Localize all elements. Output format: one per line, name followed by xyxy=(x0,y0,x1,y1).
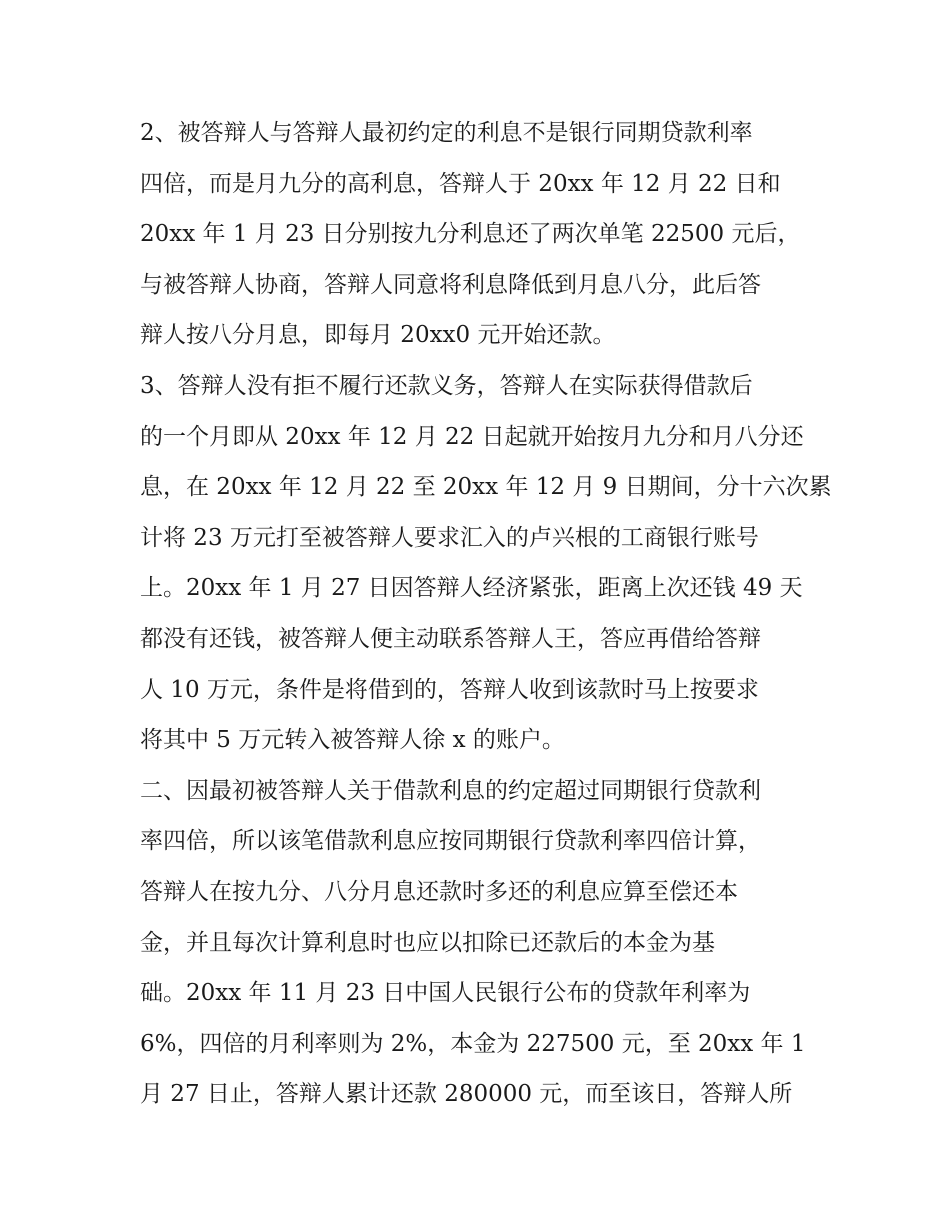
text-line: 的一个月即从 20xx 年 12 月 22 日起就开始按月九分和月八分还 xyxy=(140,423,804,450)
text-line: 础。20xx 年 11 月 23 日中国人民银行公布的贷款年利率为 xyxy=(140,980,751,1007)
text-line: 二、因最初被答辩人关于借款利息的约定超过同期银行贷款利 xyxy=(140,777,761,804)
text-line: 人 10 万元，条件是将借到的，答辩人收到该款时马上按要求 xyxy=(140,676,759,703)
text-line: 都没有还钱，被答辩人便主动联系答辩人王，答应再借给答辩 xyxy=(140,625,761,652)
text-line: 与被答辩人协商，答辩人同意将利息降低到月息八分，此后答 xyxy=(140,271,761,298)
text-line: 四倍，而是月九分的高利息，答辩人于 20xx 年 12 月 22 日和 xyxy=(140,170,781,197)
text-line: 率四倍，所以该笔借款利息应按同期银行贷款利率四倍计算， xyxy=(140,828,761,855)
text-line: 上。20xx 年 1 月 27 日因答辩人经济紧张，距离上次还钱 49 天 xyxy=(140,575,803,602)
text-line: 3、答辩人没有拒不履行还款义务，答辩人在实际获得借款后 xyxy=(140,372,753,399)
text-line: 计将 23 万元打至被答辩人要求汇入的卢兴根的工商银行账号 xyxy=(140,524,759,551)
text-line: 2、被答辩人与答辩人最初约定的利息不是银行同期贷款利率 xyxy=(140,120,753,146)
text-line: 金，并且每次计算利息时也应以扣除已还款后的本金为基 xyxy=(140,929,715,956)
text-line: 息，在 20xx 年 12 月 22 至 20xx 年 12 月 9 日期间，分十六次累 xyxy=(140,474,832,501)
text-line: 6%，四倍的月利率则为 2%，本金为 227500 元，至 20xx 年 1 xyxy=(140,1030,806,1057)
text-line: 将其中 5 万元转入被答辩人徐 x 的账户。 xyxy=(140,727,565,754)
document-body xyxy=(140,108,830,1120)
text-line: 月 27 日止，答辩人累计还款 280000 元，而至该日，答辩人所 xyxy=(140,1081,793,1108)
text-line: 辩人按八分月息，即每月 20xx0 元开始还款。 xyxy=(140,322,616,349)
text-line: 20xx 年 1 月 23 日分别按九分利息还了两次单笔 22500 元后， xyxy=(140,221,801,248)
text-line: 答辩人在按九分、八分月息还款时多还的利息应算至偿还本 xyxy=(140,878,738,905)
